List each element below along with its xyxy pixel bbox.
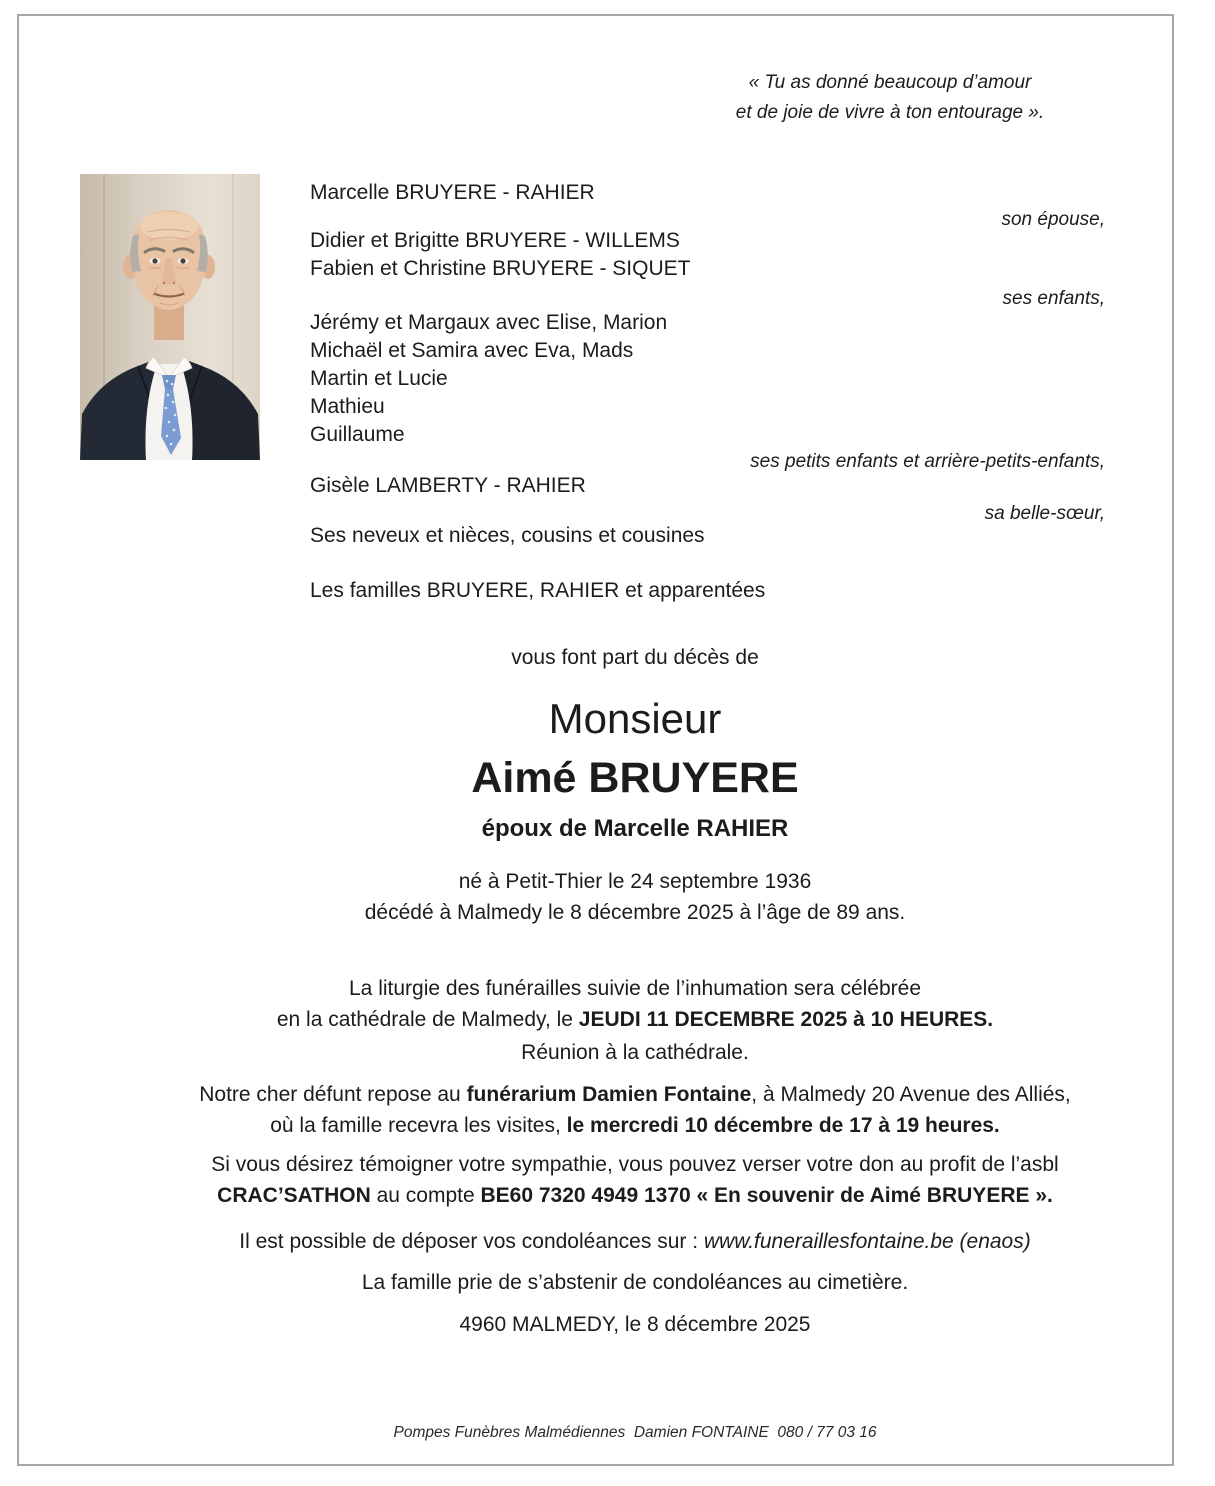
online-condolences-text: Il est possible de déposer vos condoléances sur : <box>239 1230 704 1253</box>
announcement-document <box>17 14 1174 1466</box>
liturgy-line2 <box>98 1004 1172 1035</box>
repose-text2: , à Malmedy 20 Avenue des Alliés, <box>751 1083 1071 1106</box>
repose-text1: Notre cher défunt repose au <box>199 1083 467 1106</box>
donation-line1: Si vous désirez témoigner votre sympathie, vous pouvez verser votre don au profit de l’asbl <box>211 1153 1059 1176</box>
cemetery-note: La famille prie de s’abstenir de condoléances au cimetière. <box>361 1271 909 1294</box>
epitaph-quote-line: « Tu as donné beaucoup d’amour <box>748 72 1032 93</box>
sister-in-law-name: Gisèle LAMBERTY - RAHIER <box>310 474 586 497</box>
funeral-home-footer: Pompes Funèbres Malmédiennes Damien FONTAINE 080 / 77 03 16 <box>393 1424 877 1441</box>
families-line: Les familles BRUYERE, RAHIER et apparentées <box>310 579 766 602</box>
donation-org-bold: CRAC’SATHON <box>217 1184 371 1207</box>
announcement-intro: vous font part du décès de <box>511 646 759 669</box>
grandchildren-name-line: Martin et Lucie <box>310 367 448 390</box>
visits-date-bold: le mercredi 10 décembre de 17 à 19 heures. <box>566 1114 1000 1137</box>
deceased-subtitle: époux de Marcelle RAHIER <box>481 815 789 842</box>
children-name-line: Fabien et Christine BRUYERE - SIQUET <box>310 257 691 280</box>
liturgy-block <box>98 973 1172 1035</box>
liturgy-line1: La liturgie des funérailles suivie de l’inhumation sera célébrée <box>349 977 921 1000</box>
grandchildren-name-line: Guillaume <box>310 423 405 446</box>
visits-text: où la famille recevra les visites, <box>270 1114 567 1137</box>
grandchildren-name-line: Mathieu <box>310 395 385 418</box>
repose-line1 <box>98 1079 1172 1110</box>
birth-line: né à Petit-Thier le 24 septembre 1936 <box>458 870 812 893</box>
portrait-photo-illustration <box>80 174 260 460</box>
visits-line <box>98 1110 1172 1141</box>
repose-block <box>98 1079 1172 1141</box>
place-date-line: 4960 MALMEDY, le 8 décembre 2025 <box>459 1313 811 1336</box>
deceased-title: Monsieur <box>548 695 722 742</box>
spouse-name: Marcelle BRUYERE - RAHIER <box>310 181 595 204</box>
relation-label-sister-in-law: sa belle-sœur, <box>984 503 1105 524</box>
deceased-name: Aimé BRUYERE <box>471 754 799 802</box>
donation-account-bold: BE60 7320 4949 1370 « En souvenir de Aimé BRUYERE ». <box>480 1184 1053 1207</box>
liturgy-line2-text: en la cathédrale de Malmedy, le <box>276 1008 579 1031</box>
condolences-website: www.funeraillesfontaine.be (enaos) <box>703 1230 1031 1253</box>
death-line: décédé à Malmedy le 8 décembre 2025 à l’âge de 89 ans. <box>364 901 906 924</box>
grandchildren-names <box>310 309 667 449</box>
relation-label-spouse: son épouse, <box>1001 209 1105 230</box>
online-condolences-line <box>98 1226 1172 1257</box>
portrait-photo <box>80 174 260 460</box>
epitaph-quote-line: et de joie de vivre à ton entourage ». <box>735 102 1045 123</box>
children-names <box>310 227 690 283</box>
relatives-line: Ses neveux et nièces, cousins et cousines <box>310 524 705 547</box>
grandchildren-name-line: Michaël et Samira avec Eva, Mads <box>310 339 634 362</box>
donation-block <box>98 1149 1172 1211</box>
children-name-line: Didier et Brigitte BRUYERE - WILLEMS <box>310 229 680 252</box>
relation-label-grandchildren: ses petits enfants et arrière-petits-enfants, <box>750 451 1105 472</box>
birth-death-block <box>98 866 1172 928</box>
grandchildren-name-line: Jérémy et Margaux avec Elise, Marion <box>310 311 668 334</box>
epitaph-quote <box>690 68 1090 128</box>
meeting-line: Réunion à la cathédrale. <box>521 1041 749 1064</box>
funerarium-name-bold: funérarium Damien Fontaine <box>466 1083 752 1106</box>
donation-account-text: au compte <box>370 1184 481 1207</box>
liturgy-date-bold: JEUDI 11 DECEMBRE 2025 à 10 HEURES. <box>578 1008 994 1031</box>
relation-label-children: ses enfants, <box>1002 288 1105 309</box>
donation-line2 <box>98 1180 1172 1211</box>
